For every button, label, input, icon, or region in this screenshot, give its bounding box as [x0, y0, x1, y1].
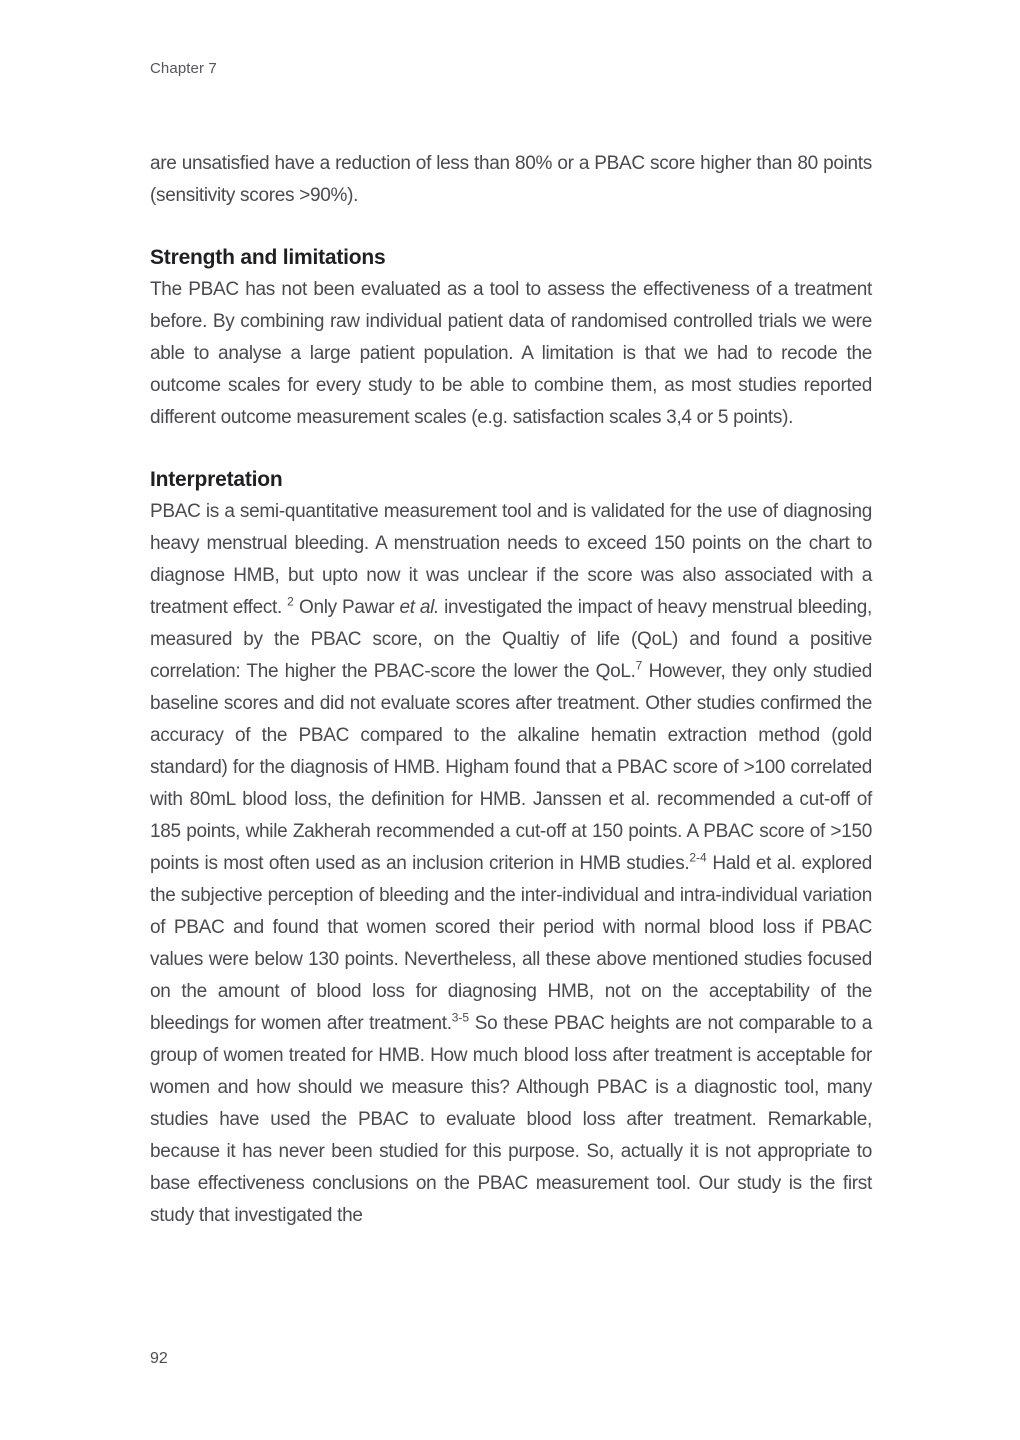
continuation-paragraph: are unsatisfied have a reduction of less than 80% or a PBAC score higher than 80 points (sensitivity scores >90%). [150, 153, 872, 206]
section-heading-interpretation: Interpretation [150, 468, 283, 491]
interpretation-paragraph: PBAC is a semi-quantitative measurement tool and is validated for the use of diagnosing heavy menstrual bleeding. A menstruation needs to exceed 150 points on the chart to diagnose HMB, but upto now it was unclear if the score was also associated with a treatment effect. $^2$ Only Pawar et al. investigated the impact of heavy menstrual bleeding, measured by the PBAC score, on the Qualtiy of life (QoL) and found a positive correlation: The higher the PBAC-score the lower the QoL.$^7$ However, they only studied baseline scores and did not evaluate scores after treatment. Other studies confirmed the accuracy of the PBAC compared to the alkaline hematin extraction method (gold standard) for the diagnosis of HMB. Higham found that a PBAC score of >100 correlated with 80mL blood loss, the definition for HMB. Janssen et al. recommended a cut-off of 185 points, while Zakherah recommended a cut-off at 150 points. A PBAC score of >150 points is most often used as an inclusion criterion in HMB studies.$^{2-4}$ Hald et al. explored the subjective perception of bleeding and the inter-individual and intra-individual variation of PBAC and found that women scored their period with normal blood loss if PBAC values were below 130 points. Nevertheless, all these above mentioned studies focused on the amount of blood loss for diagnosing HMB, not on the acceptability of the bleedings for women after treatment.$^{3-5}$ So these PBAC heights are not comparable to a group of women treated for HMB. How much blood loss after treatment is acceptable for women and how should we measure this? Although PBAC is a diagnostic tool, many studies have used the PBAC to evaluate blood loss after treatment. Remarkable, because it has never been studied for this purpose. So, actually it is not appropriate to base effectiveness conclusions on the PBAC measurement tool. Our study is the first study that investigated the [150, 501, 873, 1226]
strength-and-limitations-paragraph: The PBAC has not been evaluated as a tool to assess the effectiveness of a treatment before. By combining raw individual patient data of randomised controlled trials we were able to analyse a large patient population. A limitation is that we had to recode the outcome scales for every study to be able to combine them, as most studies reported different outcome measurement scales (e.g. satisfaction scales 3,4 or 5 points). [150, 279, 872, 428]
page-number: 92 [150, 1350, 168, 1367]
running-header: Chapter 7 [150, 60, 217, 77]
section-heading-strength-and-limitations: Strength and limitations [150, 246, 386, 269]
page-content [150, 148, 872, 1232]
